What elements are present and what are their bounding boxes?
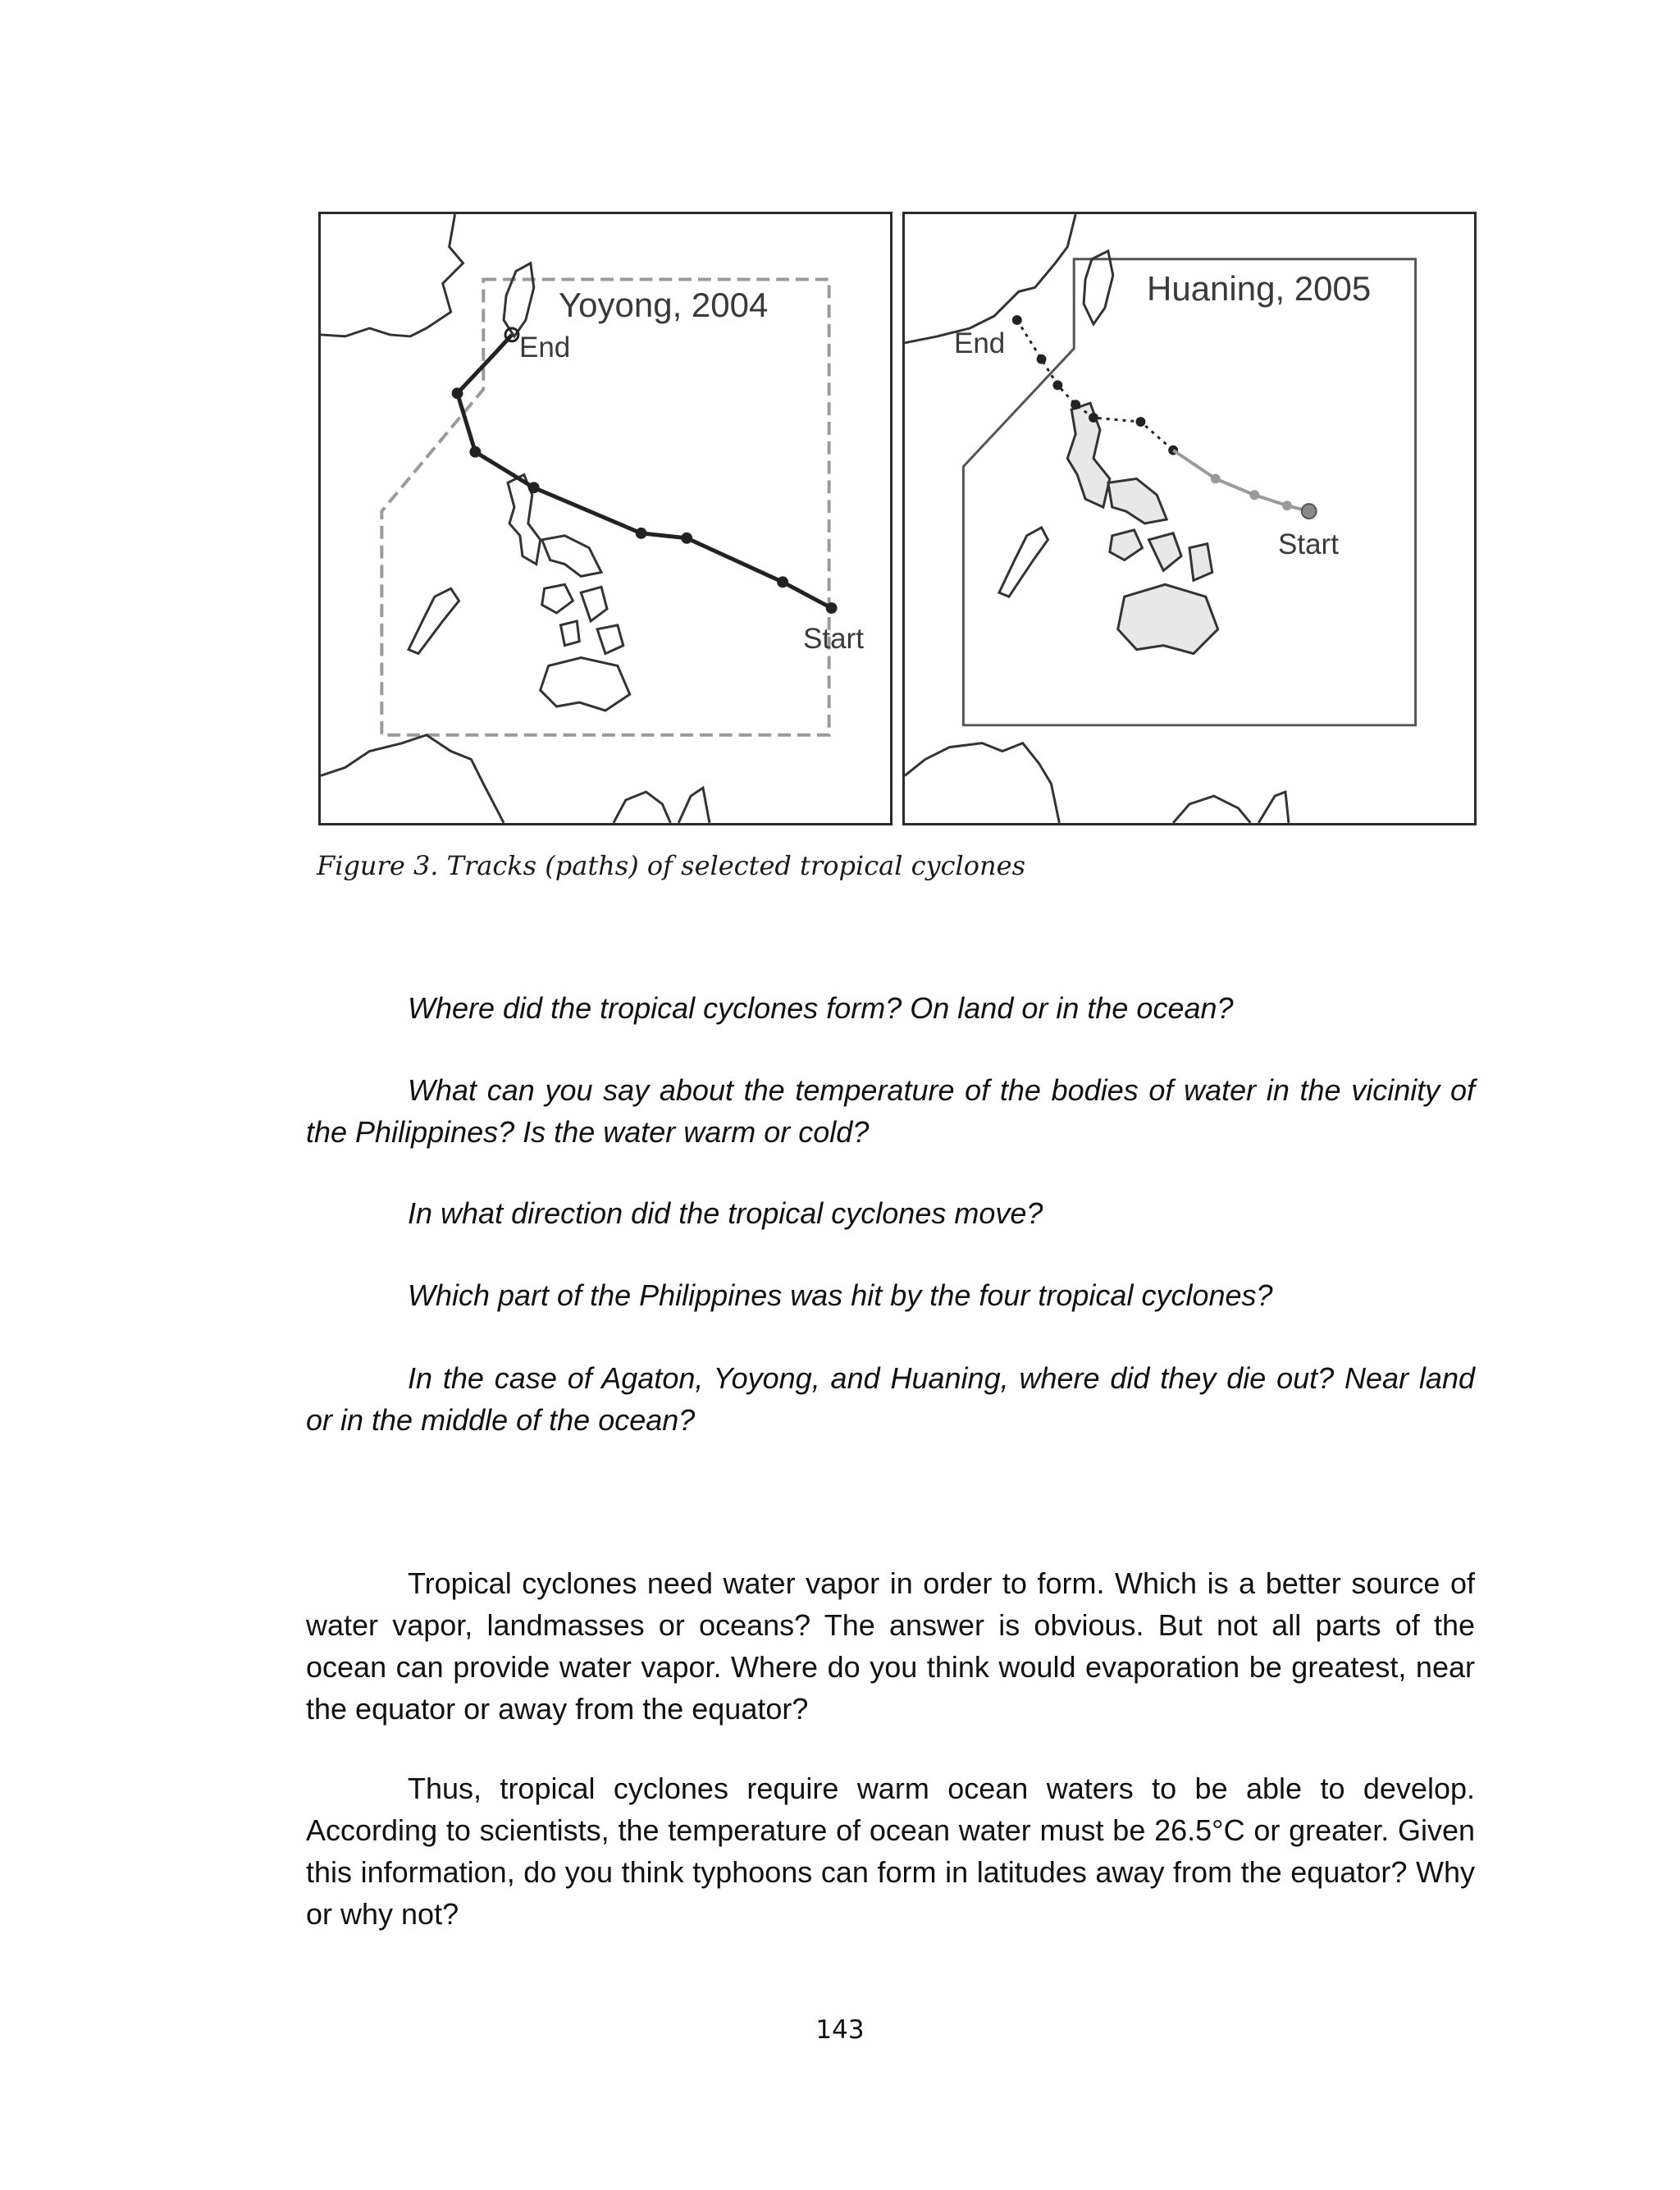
map-start-label-yoyong: Start: [803, 623, 864, 655]
question-4: Which part of the Philippines was hit by the four tropical cyclones?: [408, 1278, 1273, 1312]
question-2: What can you say about the temperature of the bodies of water in the vicinity of the Philippines? Is the water warm or cold?: [306, 1073, 1475, 1149]
question-1: Where did the tropical cyclones form? On land or in the ocean?: [408, 991, 1234, 1025]
map-title-yoyong: Yoyong, 2004: [559, 286, 769, 324]
map-yoyong-2004: [318, 212, 892, 825]
body-paragraph-1: Tropical cyclones need water vapor in order to form. Which is a better source of water vapor, landmasses or oceans? The answer is obvious. But not all parts of the ocean can provide water vapor. Where do you think would evaporation be greatest, near the equator or away from the equator?: [306, 1566, 1475, 1726]
question-3: In what direction did the tropical cyclones move?: [408, 1196, 1043, 1230]
map-title-huaning: Huaning, 2005: [1147, 269, 1372, 308]
map-start-label-huaning: Start: [1278, 528, 1339, 560]
figure-caption: Figure 3. Tracks (paths) of selected tropical cyclones: [317, 850, 1025, 881]
question-5: In the case of Agaton, Yoyong, and Huaning, where did they die out? Near land or in the middle of the ocean?: [306, 1361, 1475, 1437]
page-number: 143: [815, 2015, 865, 2045]
body-paragraph-2: Thus, tropical cyclones require warm ocean waters to be able to develop. According to scientists, the temperature of ocean water must be 26.5°C or greater. Given this information, do you think typhoons can form in latitudes away from the equator? Why or why not?: [306, 1772, 1475, 1931]
map-end-label-yoyong: End: [519, 331, 571, 363]
map-huaning-2005: [902, 212, 1477, 825]
map-end-label-huaning: End: [954, 327, 1006, 359]
